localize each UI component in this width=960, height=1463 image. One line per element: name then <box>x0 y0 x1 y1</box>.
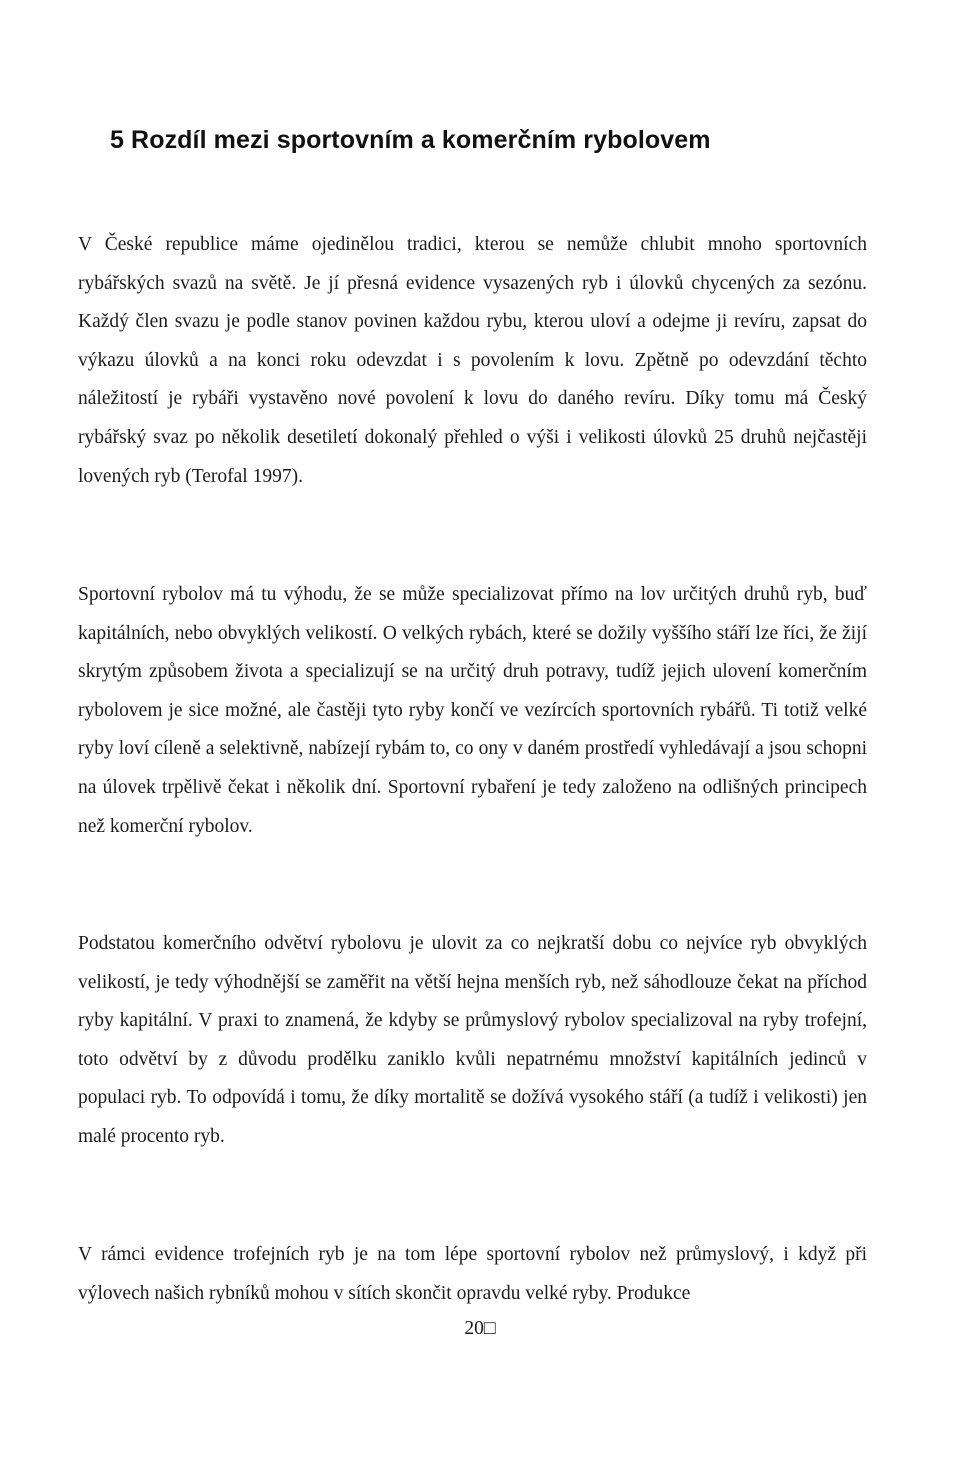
paragraph-commercial-fishing: Podstatou komerčního odvětví rybolovu je ulovit za co nejkratší dobu co nejvíce ryb obvyklých velikostí, je tedy výhodnější se zaměřit na větší hejna menších ryb, než sáhodlouze čekat na příchod ryby kapitální. V praxi to znamená, že kdyby se průmyslový rybolov specializoval na ryby trofejní, toto odvětví by z důvodu prodělku zaniklo kvůli nepatrnému množství kapitálních jedinců v populaci ryb. To odpovídá i tomu, že díky mortalitě se dožívá vysokého stáří (a tudíž i velikosti) jen malé procento ryb. <box>78 933 867 1147</box>
section-heading: 5 Rozdíl mezi sportovním a komerčním rybolovem <box>110 126 711 154</box>
page-number: 20□ <box>464 1318 496 1339</box>
paragraph-sport-fishing: Sportovní rybolov má tu výhodu, že se může specializovat přímo na lov určitých druhů ryb, buď kapitálních, nebo obvyklých velikostí. O velkých rybách, které se dožily vyššího stáří lze říci, že žijí skrytým způsobem života a specializují se na určitý druh potravy, tudíž jejich ulovení komerčním rybolovem je sice možné, ale častěji tyto ryby končí ve vezírcích sportovních rybářů. Ti totiž velké ryby loví cíleně a selektivně, nabízejí rybám to, co ony v daném prostředí vyhledávají a jsou schopni na úlovek trpělivě čekat i několik dní. Sportovní rybaření je tedy založeno na odlišných principech než komerční rybolov. <box>78 584 867 837</box>
paragraph-evidence: V České republice máme ojedinělou tradici, kterou se nemůže chlubit mnoho sportovních rybářských svazů na světě. Je jí přesná evidence vysazených ryb i úlovků chycených za sezónu. Každý člen svazu je podle stanov povinen každou rybu, kterou uloví a odejme ji revíru, zapsat do výkazu úlovků a na konci roku odevzdat i s povolením k lovu. Zpětně po odevzdání těchto náležitostí je rybáři vystavěno nové povolení k lovu do daného revíru. Díky tomu má Český rybářský svaz po několik desetiletí dokonalý přehled o výši i velikosti úlovků 25 druhů nejčastěji lovených ryb (Terofal 1997). <box>78 234 867 487</box>
paragraph-trophy-fish: V rámci evidence trofejních ryb je na tom lépe sportovní rybolov než průmyslový, i když při výlovech našich rybníků mohou v sítích skončit opravdu velké ryby. Produkce <box>78 1244 867 1304</box>
